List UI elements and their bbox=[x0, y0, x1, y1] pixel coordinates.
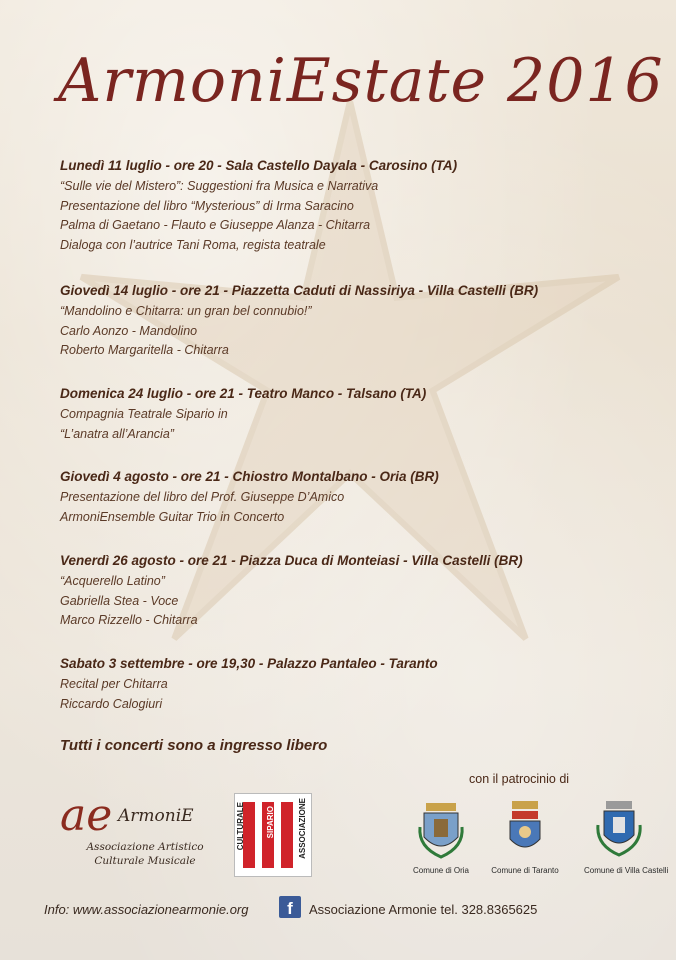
event-2 bbox=[60, 283, 660, 361]
free-entry-note: Tutti i concerti sono a ingresso libero bbox=[60, 737, 328, 754]
footer-info: Info: www.associazionearmonie.org bbox=[44, 902, 249, 917]
sipario-label-left: CULTURALE bbox=[236, 802, 245, 851]
sipario-label-right: ASSOCIAZIONE bbox=[298, 798, 307, 859]
event-line: Dialoga con l’autrice Tani Roma, regista teatrale bbox=[60, 237, 326, 252]
event-3 bbox=[60, 386, 660, 444]
event-line: Palma di Gaetano - Flauto e Giuseppe Alanza - Chitarra bbox=[60, 218, 371, 232]
event-heading: Giovedì 4 agosto - ore 21 - Chiostro Montalbano - Oria (BR) bbox=[60, 469, 439, 484]
patronage-label: con il patrocinio di bbox=[469, 772, 570, 786]
crest-name: Comune di Villa Castelli bbox=[584, 866, 669, 875]
event-line: Presentazione del libro “Mysterious” di Irma Saracino bbox=[60, 198, 354, 213]
crest-taranto bbox=[490, 797, 560, 875]
event-line: “Mandolino e Chitarra: un gran bel connubio!” bbox=[60, 304, 312, 318]
armonie-logo bbox=[60, 790, 210, 880]
oria-crest-icon bbox=[416, 797, 466, 859]
crest-name: Comune di Taranto bbox=[491, 866, 559, 875]
sipario-label-mid: SIPARIO bbox=[266, 806, 275, 839]
event-line: Roberto Margaritella - Chitarra bbox=[60, 343, 229, 357]
sipario-logo bbox=[234, 793, 312, 877]
crest-villa-castelli bbox=[584, 797, 669, 875]
event-1 bbox=[60, 158, 660, 255]
crest-oria bbox=[406, 797, 476, 875]
event-heading: Sabato 3 settembre - ore 19,30 - Palazzo Pantaleo - Taranto bbox=[60, 656, 438, 671]
event-line: ArmoniEnsemble Guitar Trio in Concerto bbox=[60, 509, 285, 524]
armonie-subtitle bbox=[80, 840, 210, 868]
taranto-crest-icon bbox=[500, 797, 550, 859]
event-heading: Venerdì 26 agosto - ore 21 - Piazza Duca di Monteiasi - Villa Castelli (BR) bbox=[60, 553, 523, 568]
event-line: “Sulle vie del Mistero”: Suggestioni fra Musica e Narrativa bbox=[60, 179, 379, 193]
event-heading: Giovedì 14 luglio - ore 21 - Piazzetta Caduti di Nassiriya - Villa Castelli (BR) bbox=[60, 283, 539, 298]
event-line: Riccardo Calogiuri bbox=[60, 696, 163, 711]
armonie-sub-line: Associazione Artistico bbox=[86, 841, 204, 853]
event-line: Recital per Chitarra bbox=[60, 677, 168, 691]
event-4 bbox=[60, 469, 660, 527]
armonie-mark: ae bbox=[60, 790, 113, 841]
event-line: Compagnia Teatrale Sipario in bbox=[60, 407, 228, 421]
poster-title: ArmoniEstate 2016 bbox=[58, 46, 664, 116]
event-heading: Domenica 24 luglio - ore 21 - Teatro Manco - Talsano (TA) bbox=[60, 386, 427, 401]
event-line: Gabriella Stea - Voce bbox=[60, 593, 179, 608]
event-heading: Lunedì 11 luglio - ore 20 - Sala Castello Dayala - Carosino (TA) bbox=[60, 158, 458, 173]
armonie-name: ArmoniE bbox=[118, 806, 194, 826]
armonie-sub-line: Culturale Musicale bbox=[94, 855, 196, 867]
event-line: “L’anatra all’Arancia” bbox=[60, 426, 174, 441]
crest-name: Comune di Oria bbox=[412, 866, 470, 875]
footer-association: Associazione Armonie tel. 328.8365625 bbox=[309, 902, 538, 917]
event-5 bbox=[60, 553, 660, 631]
event-line: Presentazione del libro del Prof. Giuseppe D’Amico bbox=[60, 490, 345, 504]
event-line: Carlo Aonzo - Mandolino bbox=[60, 323, 198, 338]
event-6 bbox=[60, 656, 660, 714]
facebook-icon: f bbox=[279, 896, 301, 918]
villa-castelli-crest-icon bbox=[594, 797, 644, 859]
event-line: “Acquerello Latino” bbox=[60, 574, 165, 588]
event-line: Marco Rizzello - Chitarra bbox=[60, 613, 198, 627]
